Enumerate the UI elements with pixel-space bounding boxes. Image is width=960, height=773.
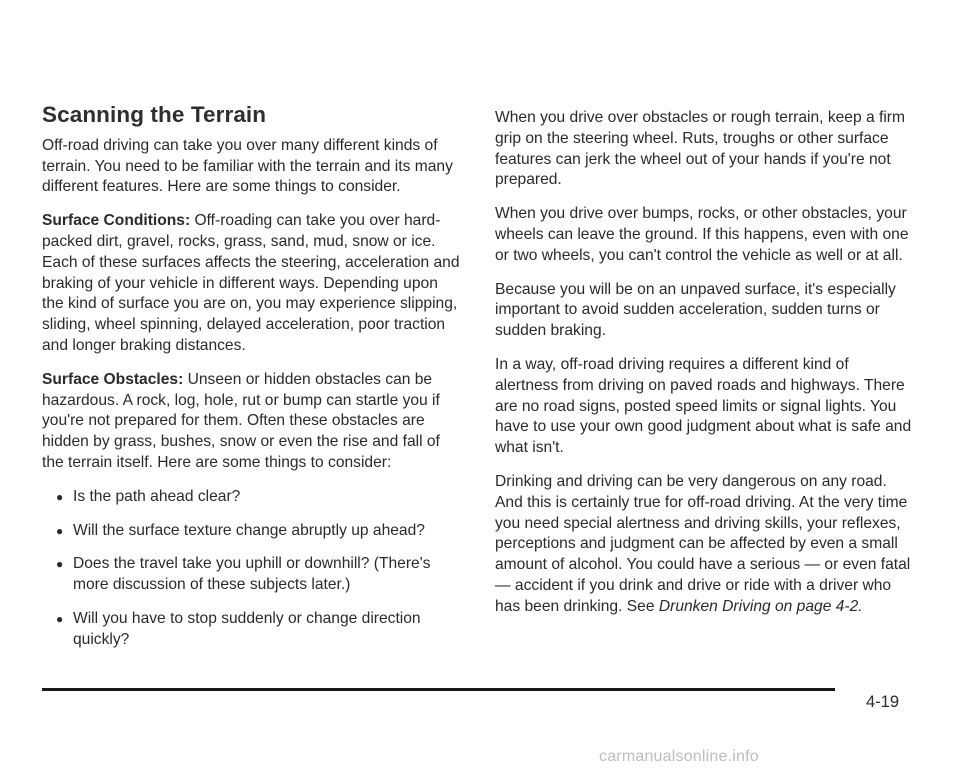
list-item [56,521,462,542]
list-item-text: Will you have to stop suddenly or change direction quickly? [73,609,421,648]
surface-conditions-lead: Surface Conditions: [42,212,191,230]
drunken-driving-reference[interactable]: Drunken Driving on page 4-2. [658,597,863,615]
left-column [42,102,462,664]
surface-obstacles-paragraph [42,370,462,474]
paragraph-unpaved: Because you will be on an unpaved surface, it's especially important to avoid sudden acceleration, sudden turns or sudden braking. [495,280,896,340]
intro-paragraph: Off-road driving can take you over many different kinds of terrain. You need to be familiar with the terrain and its many different features. Here are some things to consider. [42,136,453,196]
paragraph-grip: When you drive over obstacles or rough terrain, keep a firm grip on the steering wheel. Ruts, troughs or other surface features can jerk the wheel out of your hands if you're not prepared. [495,109,905,189]
considerations-list [42,487,462,651]
page-number: 4-19 [866,693,900,711]
paragraph-drinking [495,472,915,618]
right-column [495,108,915,631]
drinking-text: Drinking and driving can be very dangerous on any road. And this is certainly true for off-road driving. At the very time you need special alertness and driving skills, your reflexes, perceptions and judgment can be affected by even a small amount of alcohol. You could have a serious — or even fatal — accident if you drink and drive or ride with a driver who has been drinking. See [495,472,911,615]
list-item-text: Is the path ahead clear? [73,487,241,505]
section-title: Scanning the Terrain [42,102,267,127]
footer-divider [42,688,835,691]
surface-obstacles-text: Unseen or hidden obstacles can be hazardous. A rock, log, hole, rut or bump can startle you if you're not prepared for them. Often these obstacles are hidden by grass, bushes, snow or even the rise and fall of the terrain itself. Here are some things to consider: [42,370,440,471]
paragraph-alertness: In a way, off-road driving requires a different kind of alertness from driving on paved roads and highways. There are no road signs, posted speed limits or signal lights. You have to use your own good judgment about what is safe and what isn't. [495,355,912,457]
surface-conditions-paragraph [42,211,462,357]
list-item [56,609,462,651]
bullet-icon: ● [56,611,64,626]
surface-obstacles-lead: Surface Obstacles: [42,370,184,388]
bullet-icon: ● [56,557,64,572]
bullet-icon: ● [56,489,64,504]
bullet-icon: ● [56,523,64,538]
list-item [56,554,462,596]
list-item-text: Does the travel take you uphill or downhill? (There's more discussion of these subjects later.) [73,555,431,594]
surface-conditions-text: Off-roading can take you over hard-packed dirt, gravel, rocks, grass, sand, mud, snow or ice. Each of these surfaces affects the steering, acceleration and braking of your vehicle in different ways. Depending upon the kind of surface you are on, you may experience slipping, sliding, wheel spinning, delayed acceleration, poor traction and longer braking distances. [42,212,460,354]
list-item-text: Will the surface texture change abruptly up ahead? [73,521,425,539]
paragraph-wheels: When you drive over bumps, rocks, or other obstacles, your wheels can leave the ground. If this happens, even with one or two wheels, you can't control the vehicle as well or at all. [495,205,909,264]
watermark: carmanualsonline.info [599,748,759,765]
list-item [56,487,462,508]
